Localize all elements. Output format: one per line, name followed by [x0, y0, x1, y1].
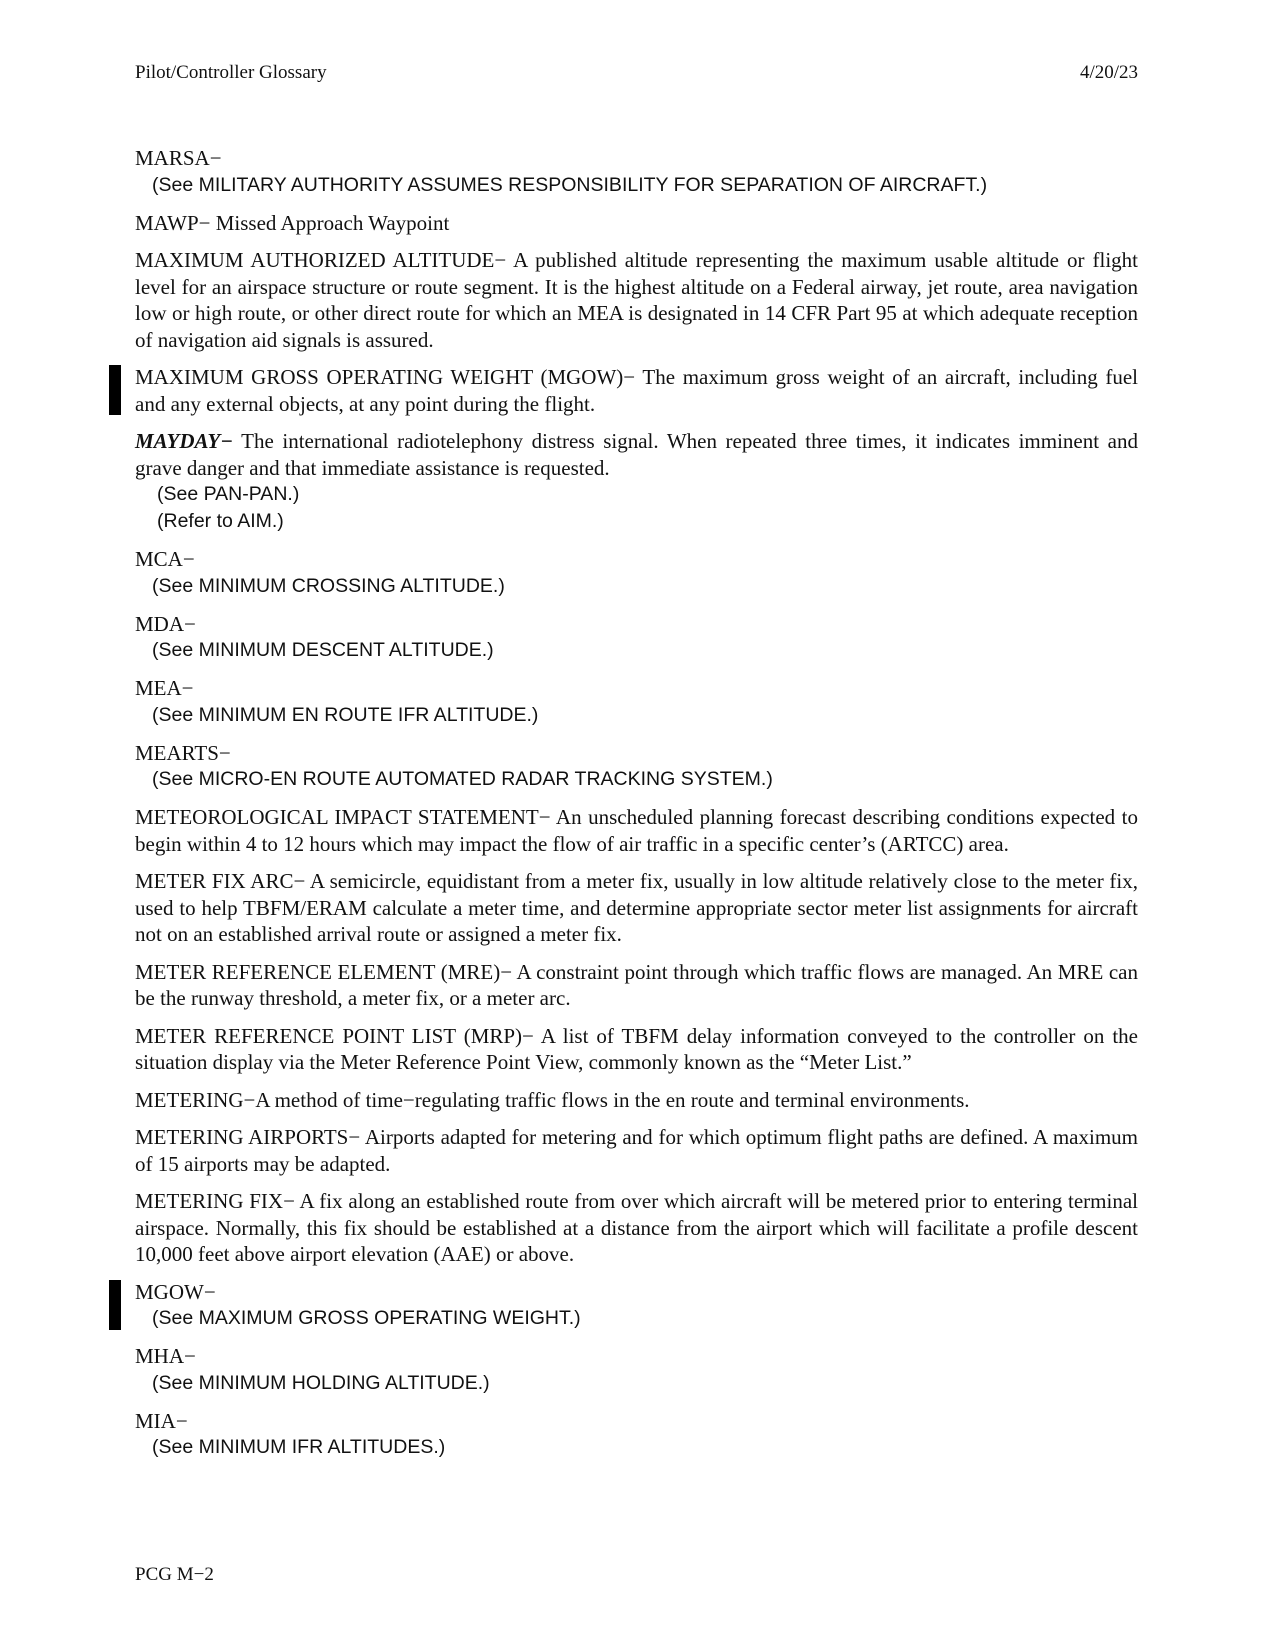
entry-definition: The maximum gross weight of an aircraft, including fuel and any external objects, at any point during the flight. [135, 365, 1138, 416]
change-bar [109, 365, 121, 415]
entry-definition: A fix along an established route from over which aircraft will be metered prior to entering terminal airspace. Normally, this fix should be established at a distance from the airport which will facilitate a profile descent 10,000 feet above airport elevation (AAE) or above. [135, 1189, 1138, 1266]
glossary-entry-meter-reference-point-list [135, 1023, 1138, 1076]
entry-term: MGOW− [135, 1279, 216, 1304]
page-header-date: 4/20/23 [1079, 62, 1138, 83]
entry-definition: A constraint point through which traffic flows are managed. An MRE can be the runway threshold, a meter fix, or a meter arc. [135, 959, 1138, 1010]
glossary-entry-mia [135, 1408, 1138, 1462]
entry-definition: A published altitude representing the maximum usable altitude or flight level for an airspace structure or route segment. It is the highest altitude on a Federal airway, jet route, area navigation low or high route, or other direct route for which an MEA is designated in 14 CFR Part 95 at which adequate reception of navigation aid signals is assured. [135, 248, 1138, 352]
entry-reference: (See MINIMUM DESCENT ALTITUDE.) [152, 639, 494, 661]
entry-term: MDA− [135, 611, 196, 636]
entry-reference: (See MAXIMUM GROSS OPERATING WEIGHT.) [152, 1307, 581, 1329]
entry-reference: (See MILITARY AUTHORITY ASSUMES RESPONSIBILITY FOR SEPARATION OF AIRCRAFT.) [152, 173, 988, 196]
entry-definition: A semicircle, equidistant from a meter fix, usually in low altitude relatively close to the meter fix, used to help TBFM/ERAM calculate a meter time, and determine appropriate sector meter list assignments for aircraft not on an established arrival route or assigned a meter fix. [135, 869, 1138, 946]
glossary-entry-marsa [135, 145, 1138, 199]
entry-reference: (See MICRO-EN ROUTE AUTOMATED RADAR TRACKING SYSTEM.) [152, 768, 773, 790]
entry-reference: (See MINIMUM EN ROUTE IFR ALTITUDE.) [152, 703, 539, 726]
glossary-entry-mearts [135, 740, 1138, 794]
entry-reference: (Refer to AIM.) [157, 510, 284, 532]
entry-term: MAXIMUM GROSS OPERATING WEIGHT (MGOW)− [135, 365, 636, 389]
entry-reference: (See MINIMUM CROSSING ALTITUDE.) [152, 574, 505, 597]
glossary-entry-mda [135, 611, 1138, 665]
page-header-title: Pilot/Controller Glossary [135, 62, 327, 83]
entry-definition: An unscheduled planning forecast describing conditions expected to begin within 4 to 12 hours which may impact the flow of air traffic in a specific center’s (ARTCC) area. [135, 805, 1138, 856]
entry-definition: The international radiotelephony distress signal. When repeated three times, it indicates imminent and grave danger and that immediate assistance is requested. [135, 429, 1138, 480]
entry-definition: A list of TBFM delay information conveyed to the controller on the situation display via the Meter Reference Point View, commonly known as the “Meter List.” [135, 1023, 1138, 1074]
entry-term: METERING− [135, 1087, 256, 1112]
entry-definition: Missed Approach Waypoint [210, 210, 450, 235]
glossary-entry-meter-fix-arc [135, 868, 1138, 948]
entry-term: MEARTS− [135, 740, 231, 765]
entry-term: MCA− [135, 547, 195, 571]
glossary-entry-mca [135, 546, 1138, 600]
entry-term: MAXIMUM AUTHORIZED ALTITUDE− [135, 248, 507, 272]
glossary-entry-metering-airports [135, 1124, 1138, 1177]
entry-term: MAYDAY− [135, 429, 233, 453]
page-footer-number: PCG M−2 [135, 1564, 214, 1585]
glossary-entry-metering-fix [135, 1188, 1138, 1268]
entry-reference: (See MINIMUM HOLDING ALTITUDE.) [152, 1371, 490, 1394]
entry-term: MIA− [135, 1408, 188, 1433]
glossary-entry-meteorological-impact-statement [135, 804, 1138, 857]
glossary-entry-meter-reference-element [135, 959, 1138, 1012]
glossary-content [135, 145, 1138, 1472]
glossary-entry-mawp [135, 210, 1138, 237]
glossary-entry-mha [135, 1343, 1138, 1397]
entry-term: MEA− [135, 676, 194, 700]
entry-term: MARSA− [135, 146, 222, 170]
entry-term: METEOROLOGICAL IMPACT STATEMENT− [135, 805, 551, 829]
glossary-entry-mgow-definition [135, 364, 1138, 417]
entry-term: MHA− [135, 1344, 196, 1368]
glossary-entry-metering [135, 1087, 1138, 1114]
glossary-entry-maximum-authorized-altitude [135, 247, 1138, 353]
glossary-entry-mgow [135, 1279, 1138, 1333]
glossary-entry-mea [135, 675, 1138, 729]
entry-term: METERING FIX− [135, 1189, 295, 1213]
change-bar [109, 1280, 121, 1330]
entry-term: MAWP− [135, 210, 211, 235]
entry-term: METER FIX ARC− [135, 869, 306, 893]
entry-term: METER REFERENCE POINT LIST (MRP)− [135, 1023, 534, 1048]
entry-term: METER REFERENCE ELEMENT (MRE)− [135, 959, 513, 984]
entry-definition: A method of time−regulating traffic flows in the en route and terminal environments. [255, 1087, 970, 1112]
entry-reference: (See PAN-PAN.) [157, 483, 300, 505]
entry-definition: Airports adapted for metering and for which optimum flight paths are defined. A maximum of 15 airports may be adapted. [135, 1125, 1138, 1176]
entry-term: METERING AIRPORTS− [135, 1125, 361, 1149]
entry-reference: (See MINIMUM IFR ALTITUDES.) [152, 1436, 446, 1458]
glossary-entry-mayday [135, 428, 1138, 535]
